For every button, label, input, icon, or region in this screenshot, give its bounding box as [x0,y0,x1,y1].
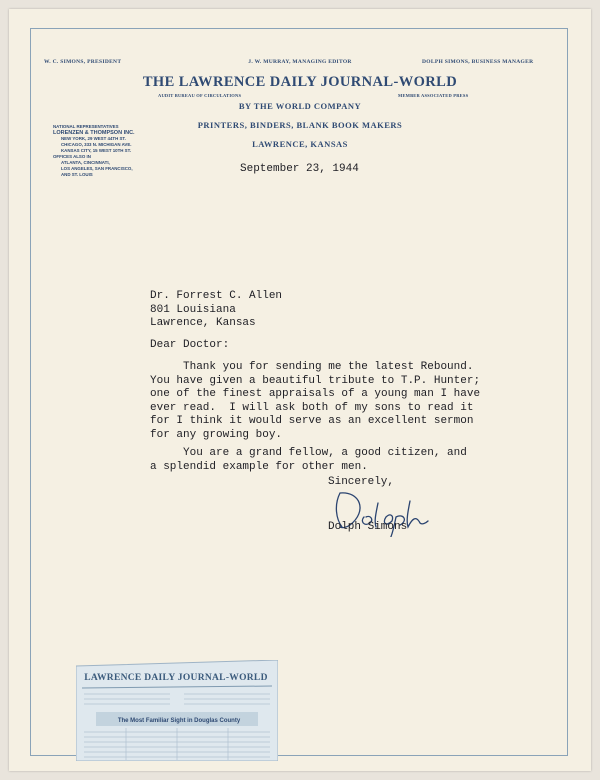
body-line: for I think it would serve as an excellent sermon [150,415,474,427]
recipient-line: Dr. Forrest C. Allen [150,290,283,302]
logo-title: LAWRENCE DAILY JOURNAL-WORLD [84,673,268,683]
location-line: LAWRENCE, KANSAS [252,139,348,149]
salutation: Dear Doctor: [150,339,230,351]
recipient-line: Lawrence, Kansas [150,317,256,329]
audit-bureau-label: AUDIT BUREAU OF CIRCULATIONS [158,93,242,98]
national-rep-line: LOS ANGELES, SAN FRANCISCO, [61,166,133,171]
body-line: You have given a beautiful tribute to T.P. Hunter; [150,374,481,387]
president-label: W. C. SIMONS, PRESIDENT [44,59,122,65]
body-line: Thank you for sending me the latest Rebound. [150,361,474,373]
business-manager-label: DOLPH SIMONS, BUSINESS MANAGER [422,59,534,65]
editor-label: J. W. MURRAY, MANAGING EDITOR [248,59,352,65]
body-line: a splendid example for other men. [150,460,368,473]
recipient-line: 801 Louisiana [150,303,236,316]
body-line: one of the finest appraisals of a young man I have [150,388,481,400]
closing: Sincerely, [328,476,395,488]
newspaper-title: THE LAWRENCE DAILY JOURNAL-WORLD [142,74,458,90]
company-line: BY THE WORLD COMPANY [238,101,362,111]
signer-name: Dolph Simons [328,521,408,533]
national-rep-line: NATIONAL REPRESENTATIVES [53,124,119,129]
body-line: ever read. I will ask both of my sons to read it [150,401,474,414]
body-line: for any growing boy. [150,428,283,441]
body-line: You are a grand fellow, a good citizen, and [150,447,467,459]
letter-date: September 23, 1944 [240,163,359,175]
national-rep-line: CHICAGO, 333 N. MICHIGAN AVE. [61,142,132,147]
logo-tagline: The Most Familiar Sight in Douglas County [117,718,241,724]
national-rep-line: NEW YORK, 29 WEST 44TH ST. [61,136,126,141]
associated-press-label: MEMBER ASSOCIATED PRESS [398,93,469,98]
national-rep-line: AND ST. LOUIS [61,172,93,177]
national-rep-line: OFFICES ALSO IN [53,154,91,159]
national-representatives [53,124,173,178]
printers-line: PRINTERS, BINDERS, BLANK BOOK MAKERS [197,120,403,130]
national-rep-line: KANSAS CITY, 15 WEST 10TH ST. [61,148,132,153]
national-rep-line: ATLANTA, CINCINNATI, [61,160,110,165]
national-rep-line: LORENZEN & THOMPSON INC. [53,130,135,136]
